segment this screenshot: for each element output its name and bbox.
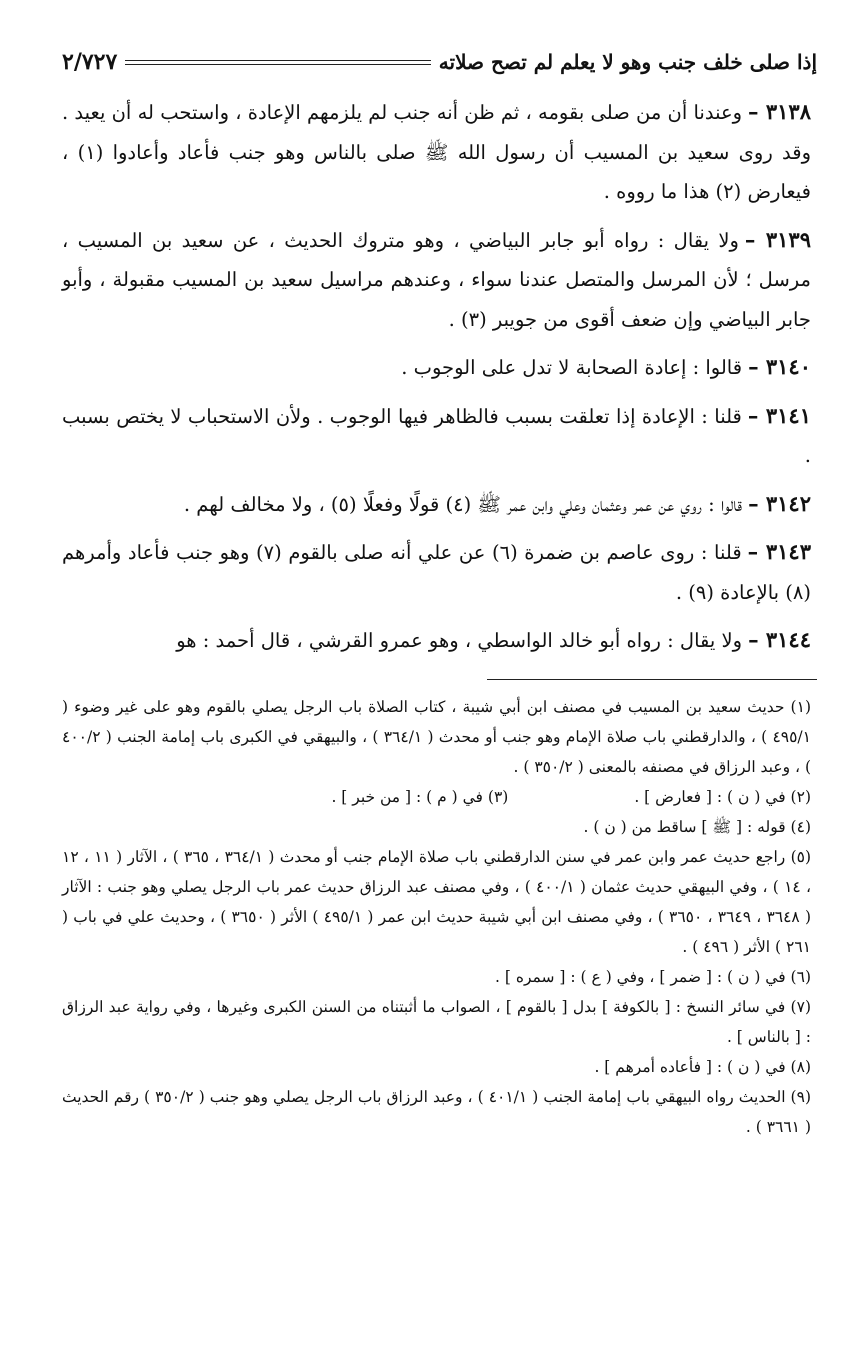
footnote-7: (٧) في سائر النسخ : [ بالكوفة ] بدل [ بالقوم ] ، الصواب ما أثبتناه من السنن الكبرى وغيرها ، وفي رواية عبد الرزاق : [ بالناس ] . bbox=[62, 997, 811, 1046]
footnote-5: (٥) راجع حديث عمر وابن عمر في سنن الدارقطني باب صلاة الإمام جنب أو محدث ( ٣٦٤/١ ، ٣٦٥ ) ، الآثار ( ١١ ، ١٢ ، ١٤ ) ، وفي البيهقي حديث عثمان ( ٤٠٠/١ ) ، وفي مصنف عبد الرزاق حديث عمر باب الرجل يصلي وهو جنب : الآثار ( ٣٦٤٨ ، ٣٦٤٩ ، ٣٦٥٠ ) ، وفي مصنف ابن أبي شيبة حديث ابن عمر ( ٤٩٥/١ ) الأثر ( ٣٦٥٠ ) ، وحديث علي في باب ( ٢٦١ ) الأثر ( ٤٩٦ ) . bbox=[62, 847, 812, 956]
page-number: ٢/٧٢٧ bbox=[62, 49, 118, 75]
paragraph-3141 bbox=[62, 396, 817, 476]
paragraph-3138 bbox=[62, 92, 817, 212]
paragraph-3140 bbox=[62, 347, 817, 388]
paragraph-text: وعندنا أن من صلى بقومه ، ثم ظن أنه جنب لم يلزمهم الإعادة ، واستحب له أن يعيد . وقد روى سعيد بن المسيب أن رسول الله ﷺ صلى بالناس وهو جنب فأعاد وأعادوا (١) ، فيعارض (٢) هذا ما رووه . bbox=[62, 101, 811, 203]
main-text bbox=[62, 92, 817, 661]
header-title: إذا صلى خلف جنب وهو لا يعلم لم تصح صلاته bbox=[438, 50, 817, 74]
paragraph-number: ٣١٣٩ – bbox=[744, 226, 811, 252]
paragraph-3143 bbox=[62, 532, 817, 612]
footnote-row bbox=[62, 782, 817, 812]
paragraph-number: ٣١٤١ – bbox=[747, 402, 811, 428]
footnote-2: (٢) في ( ن ) : [ فعارض ] . bbox=[634, 787, 811, 806]
header-rule bbox=[125, 60, 430, 65]
paragraph-text: ولا يقال : رواه أبو خالد الواسطي ، وهو عمرو القرشي ، قال أحمد : هو bbox=[176, 629, 743, 652]
paragraph-number: ٣١٣٨ – bbox=[748, 99, 811, 124]
paragraph-text: قلنا : الإعادة إذا تعلقت بسبب فالظاهر فيها الوجوب . ولأن الاستحباب لا يختص بسبب . bbox=[62, 404, 811, 467]
paragraph-3142 bbox=[62, 484, 817, 525]
document-page bbox=[62, 44, 817, 1142]
footnote-1: (١) حديث سعيد بن المسيب في مصنف ابن أبي شيبة ، كتاب الصلاة باب الرجل يصلي بالقوم وهو على غير وضوء ( ٤٩٥/١ ) ، والدارقطني باب صلاة الإمام وهو جنب أو محدث ( ٣٦٤/١ ) ، والبيهقي في الكبرى باب إمامة الجنب ( ٤٠٠/٢ ) ، وعبد الرزاق في مصنفه بالمعنى ( ٣٥٠/٢ ) . bbox=[62, 697, 811, 776]
footnote-separator bbox=[487, 679, 817, 680]
paragraph-number: ٣١٤٤ – bbox=[748, 627, 811, 652]
paragraph-number: ٣١٤٣ – bbox=[747, 539, 811, 564]
footnote-4: (٤) قوله : [ ﷺ ] ساقط من ( ن ) . bbox=[583, 817, 811, 836]
footnote-6: (٦) في ( ن ) : [ ضمر ] ، وفي ( ع ) : [ سمره ] . bbox=[495, 967, 811, 986]
footnote-9: (٩) الحديث رواه البيهقي باب إمامة الجنب ( ٤٠١/١ ) ، وعبد الرزاق باب الرجل يصلي وهو جنب ( ٣٥٠/٢ ) رقم الحديث ( ٣٦٦١ ) . bbox=[62, 1087, 811, 1136]
paragraph-3144 bbox=[62, 620, 817, 661]
running-header bbox=[62, 44, 817, 80]
paragraph-text: ولا يقال : رواه أبو جابر البياضي ، وهو متروك الحديث ، عن سعيد بن المسيب ، مرسل ؛ لأن المرسل والمتصل عندنا سواء ، وعندهم مراسيل سعيد بن المسيب مقبولة ، وأبو جابر البياضي وإن ضعف أقوى من جويبر (٣) . bbox=[62, 228, 811, 331]
footnote-3: (٣) في ( م ) : [ من خبر ] . bbox=[331, 787, 509, 806]
paragraph-3139 bbox=[62, 220, 817, 340]
paragraph-number: ٣١٤٠ – bbox=[748, 354, 811, 379]
paragraph-text: قالوا : روي عن عمر وعثمان وعلي وابن عمر ﷺ (٤) قولًا وفعلًا (٥) ، ولا مخالف لهم . bbox=[183, 492, 743, 516]
paragraph-text: قالوا : إعادة الصحابة لا تدل على الوجوب . bbox=[401, 356, 743, 379]
paragraph-text: قلنا : روى عاصم بن ضمرة (٦) عن علي أنه صلى بالقوم (٧) وهو جنب فأعاد وأمرهم (٨) بالإعادة (٩) . bbox=[62, 541, 811, 604]
footnotes bbox=[62, 692, 817, 1142]
footnote-8: (٨) في ( ن ) : [ فأعاده أمرهم ] . bbox=[594, 1057, 811, 1076]
paragraph-number: ٣١٤٢ – bbox=[748, 490, 811, 516]
